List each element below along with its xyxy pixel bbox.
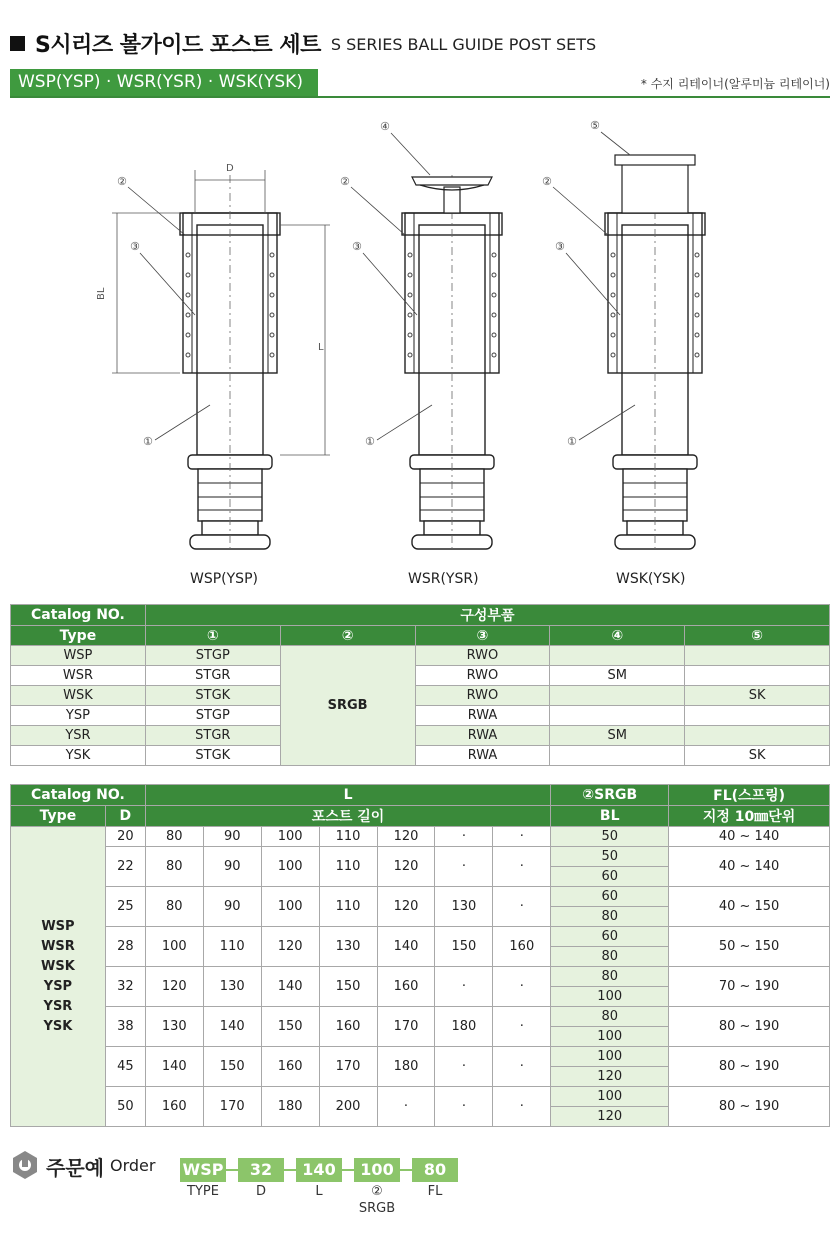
table-row	[11, 1007, 830, 1027]
table-row	[11, 1047, 830, 1067]
table-row	[11, 827, 830, 847]
cell-c1: STGK	[145, 746, 280, 766]
cell-c4	[550, 686, 685, 706]
drawing-wsp	[96, 163, 330, 550]
dim-D-label: D	[226, 163, 234, 174]
svg-text:L: L	[318, 342, 324, 353]
order-dash	[342, 1169, 354, 1171]
cell-c3: RWA	[415, 706, 550, 726]
svg-text:⑤: ⑤	[590, 119, 600, 132]
table-row	[11, 967, 830, 987]
diagrams-area	[0, 105, 840, 600]
cell-L: 80	[145, 827, 203, 847]
order-label-fl: FL	[427, 1184, 443, 1199]
cell-L: 170	[319, 1047, 377, 1087]
svg-text:④: ④	[380, 120, 390, 133]
header-col5: ⑤	[685, 626, 830, 646]
order-example	[10, 1150, 510, 1240]
cell-c5	[685, 726, 830, 746]
cell-L: 170	[377, 1007, 435, 1047]
cell-types	[11, 827, 106, 1127]
cell-D: 25	[105, 887, 145, 927]
table-row	[11, 1087, 830, 1107]
cell-L: ·	[435, 967, 493, 1007]
header-type: Type	[11, 626, 146, 646]
cell-c5: SK	[685, 686, 830, 706]
cell-L: ·	[493, 1047, 551, 1087]
cell-c1: STGP	[145, 646, 280, 666]
cell-BL: 50	[551, 827, 669, 847]
cell-c3: RWA	[415, 726, 550, 746]
cell-c5	[685, 646, 830, 666]
cell-L: 150	[435, 927, 493, 967]
order-dash	[400, 1169, 412, 1171]
cell-c3: RWA	[415, 746, 550, 766]
cell-L: ·	[493, 1007, 551, 1047]
order-dash	[284, 1169, 296, 1171]
cell-FL: 80 ~ 190	[669, 1047, 830, 1087]
svg-text:③: ③	[555, 240, 565, 253]
table-row	[11, 746, 830, 766]
series-label: WSP(YSP) · WSR(YSR) · WSK(YSK)	[10, 69, 318, 96]
cell-L: 110	[319, 847, 377, 887]
cell-type: YSK	[11, 746, 146, 766]
cell-L: 150	[261, 1007, 319, 1047]
svg-text:②: ②	[117, 175, 127, 188]
cell-L: ·	[435, 1087, 493, 1127]
cell-c1: STGK	[145, 686, 280, 706]
cell-L: 90	[203, 827, 261, 847]
cell-c5	[685, 666, 830, 686]
header-catalog: Catalog NO.	[11, 605, 146, 626]
cell-L: 90	[203, 847, 261, 887]
type-label: WSK	[41, 958, 75, 974]
title-square-icon	[10, 36, 25, 51]
cell-L: 130	[435, 887, 493, 927]
type-label: WSP	[41, 918, 75, 934]
header-col3: ③	[415, 626, 550, 646]
cell-c4	[550, 746, 685, 766]
cell-L: ·	[493, 967, 551, 1007]
wrench-gear-icon	[10, 1150, 40, 1180]
cell-L: ·	[493, 1087, 551, 1127]
cell-L: 170	[203, 1087, 261, 1127]
cell-L: ·	[493, 887, 551, 927]
cell-FL: 40 ~ 150	[669, 887, 830, 927]
cell-L: 140	[377, 927, 435, 967]
cell-L: ·	[493, 827, 551, 847]
cell-c3: RWO	[415, 646, 550, 666]
order-label-l: L	[315, 1184, 323, 1199]
order-box-d: 32	[238, 1158, 284, 1182]
page-title	[10, 28, 596, 58]
cell-BL: 60	[551, 887, 669, 907]
cell-FL: 80 ~ 190	[669, 1007, 830, 1047]
cell-L: 110	[319, 887, 377, 927]
type-label: WSR	[41, 938, 75, 954]
dimensions-table	[10, 784, 830, 1127]
order-label-srgb: SRGB	[358, 1201, 396, 1216]
cell-BL: 50	[551, 847, 669, 867]
svg-text:①: ①	[143, 435, 153, 448]
cell-FL: 70 ~ 190	[669, 967, 830, 1007]
order-label-korean: 주문예	[46, 1156, 104, 1180]
cell-L: ·	[493, 847, 551, 887]
svg-text:①: ①	[365, 435, 375, 448]
cell-L: 140	[203, 1007, 261, 1047]
cell-L: 130	[203, 967, 261, 1007]
cell-L: 100	[261, 847, 319, 887]
cell-L: 160	[261, 1047, 319, 1087]
table-row	[11, 686, 830, 706]
cell-L: 180	[377, 1047, 435, 1087]
cell-type: WSP	[11, 646, 146, 666]
cell-L: ·	[435, 1047, 493, 1087]
table-row	[11, 646, 830, 666]
cell-D: 20	[105, 827, 145, 847]
cell-L: 160	[377, 967, 435, 1007]
cell-c1: STGR	[145, 666, 280, 686]
svg-text:②: ②	[542, 175, 552, 188]
table-row	[11, 726, 830, 746]
svg-text:②: ②	[340, 175, 350, 188]
cell-L: 160	[493, 927, 551, 967]
cell-FL: 80 ~ 190	[669, 1087, 830, 1127]
table-row	[11, 666, 830, 686]
cell-L: ·	[377, 1087, 435, 1127]
series-note: * 수지 리테이너(알루미늄 리테이너)	[640, 77, 830, 91]
type-label: YSP	[43, 978, 73, 994]
cell-c5	[685, 706, 830, 726]
cell-L: 200	[319, 1087, 377, 1127]
cell-L: ·	[435, 827, 493, 847]
header-srgb: ②SRGB	[551, 785, 669, 806]
cell-BL: 60	[551, 867, 669, 887]
svg-text:①: ①	[567, 435, 577, 448]
svg-text:③: ③	[130, 240, 140, 253]
cell-L: 120	[145, 967, 203, 1007]
order-label-english: Order	[110, 1156, 156, 1175]
cell-srgb-merged: SRGB	[280, 646, 415, 766]
cell-L: 110	[319, 827, 377, 847]
order-label-type: TYPE	[187, 1184, 219, 1199]
order-box-type: WSP	[180, 1158, 226, 1182]
header-catalog: Catalog NO.	[11, 785, 146, 806]
drawing-wsk	[542, 119, 705, 550]
cell-D: 32	[105, 967, 145, 1007]
order-label-srgb-num: ②	[371, 1184, 383, 1199]
order-box-l: 140	[296, 1158, 342, 1182]
header-BL: BL	[551, 806, 669, 827]
cell-type: YSR	[11, 726, 146, 746]
cell-BL: 60	[551, 927, 669, 947]
cell-L: 140	[145, 1047, 203, 1087]
cell-D: 50	[105, 1087, 145, 1127]
cell-L: 180	[435, 1007, 493, 1047]
header-type: Type	[11, 806, 106, 827]
cell-D: 45	[105, 1047, 145, 1087]
type-label: YSK	[43, 1018, 73, 1034]
header-FL: FL(스프링)	[669, 785, 830, 806]
cell-type: WSK	[11, 686, 146, 706]
cell-L: ·	[435, 847, 493, 887]
title-korean: S시리즈 볼가이드 포스트 세트	[35, 32, 321, 58]
order-box-fl: 80	[412, 1158, 458, 1182]
cell-BL: 80	[551, 907, 669, 927]
cell-FL: 50 ~ 150	[669, 927, 830, 967]
table-row	[11, 847, 830, 867]
table-row	[11, 706, 830, 726]
header-L-sub: 포스트 길이	[145, 806, 550, 827]
cell-c4: SM	[550, 666, 685, 686]
drawing-wsr	[340, 120, 502, 550]
cell-L: 120	[377, 887, 435, 927]
title-english: S SERIES BALL GUIDE POST SETS	[330, 35, 597, 54]
header-components: 구성부품	[145, 605, 829, 626]
cell-BL: 100	[551, 987, 669, 1007]
cell-L: 150	[319, 967, 377, 1007]
cell-c4	[550, 706, 685, 726]
svg-text:③: ③	[352, 240, 362, 253]
header-col1: ①	[145, 626, 280, 646]
cell-c4: SM	[550, 726, 685, 746]
cell-L: 180	[261, 1087, 319, 1127]
cell-c1: STGP	[145, 706, 280, 726]
cell-L: 160	[145, 1087, 203, 1127]
cell-BL: 80	[551, 947, 669, 967]
order-label-d: D	[255, 1184, 266, 1199]
cell-BL: 80	[551, 1007, 669, 1027]
cell-c3: RWO	[415, 666, 550, 686]
cell-L: 100	[261, 887, 319, 927]
cell-L: 90	[203, 887, 261, 927]
header-L: L	[145, 785, 550, 806]
cell-L: 100	[145, 927, 203, 967]
cell-BL: 120	[551, 1107, 669, 1127]
cell-BL: 120	[551, 1067, 669, 1087]
cell-c3: RWO	[415, 686, 550, 706]
cell-type: WSR	[11, 666, 146, 686]
components-table	[10, 604, 830, 766]
series-bar	[10, 69, 830, 98]
cell-L: 130	[145, 1007, 203, 1047]
table-row	[11, 887, 830, 907]
type-label: YSR	[43, 998, 73, 1014]
header-D: D	[105, 806, 145, 827]
cell-L: 130	[319, 927, 377, 967]
cell-BL: 100	[551, 1027, 669, 1047]
cell-L: 150	[203, 1047, 261, 1087]
cell-BL: 100	[551, 1087, 669, 1107]
order-dash	[226, 1169, 238, 1171]
header-col2: ②	[280, 626, 415, 646]
cell-c5: SK	[685, 746, 830, 766]
header-col4: ④	[550, 626, 685, 646]
table-row	[11, 927, 830, 947]
caption-wsp: WSP(YSP)	[190, 571, 258, 587]
cell-L: 140	[261, 967, 319, 1007]
cell-L: 80	[145, 887, 203, 927]
cell-BL: 100	[551, 1047, 669, 1067]
cell-FL: 40 ~ 140	[669, 847, 830, 887]
dims-body	[11, 827, 830, 1127]
cell-L: 120	[377, 847, 435, 887]
cell-L: 100	[261, 827, 319, 847]
caption-wsr: WSR(YSR)	[408, 571, 479, 587]
cell-D: 38	[105, 1007, 145, 1047]
cell-D: 28	[105, 927, 145, 967]
caption-wsk: WSK(YSK)	[616, 571, 686, 587]
cell-L: 120	[377, 827, 435, 847]
svg-text:BL: BL	[96, 287, 107, 300]
cell-L: 120	[261, 927, 319, 967]
cell-type: YSP	[11, 706, 146, 726]
cell-L: 160	[319, 1007, 377, 1047]
header-FL-sub: 지정 10㎜단위	[669, 806, 830, 827]
cell-D: 22	[105, 847, 145, 887]
cell-L: 110	[203, 927, 261, 967]
cell-FL: 40 ~ 140	[669, 827, 830, 847]
cell-BL: 80	[551, 967, 669, 987]
cell-c1: STGR	[145, 726, 280, 746]
order-box-srgb: 100	[354, 1158, 400, 1182]
cell-c4	[550, 646, 685, 666]
cell-L: 80	[145, 847, 203, 887]
post-set-drawings	[0, 105, 840, 600]
